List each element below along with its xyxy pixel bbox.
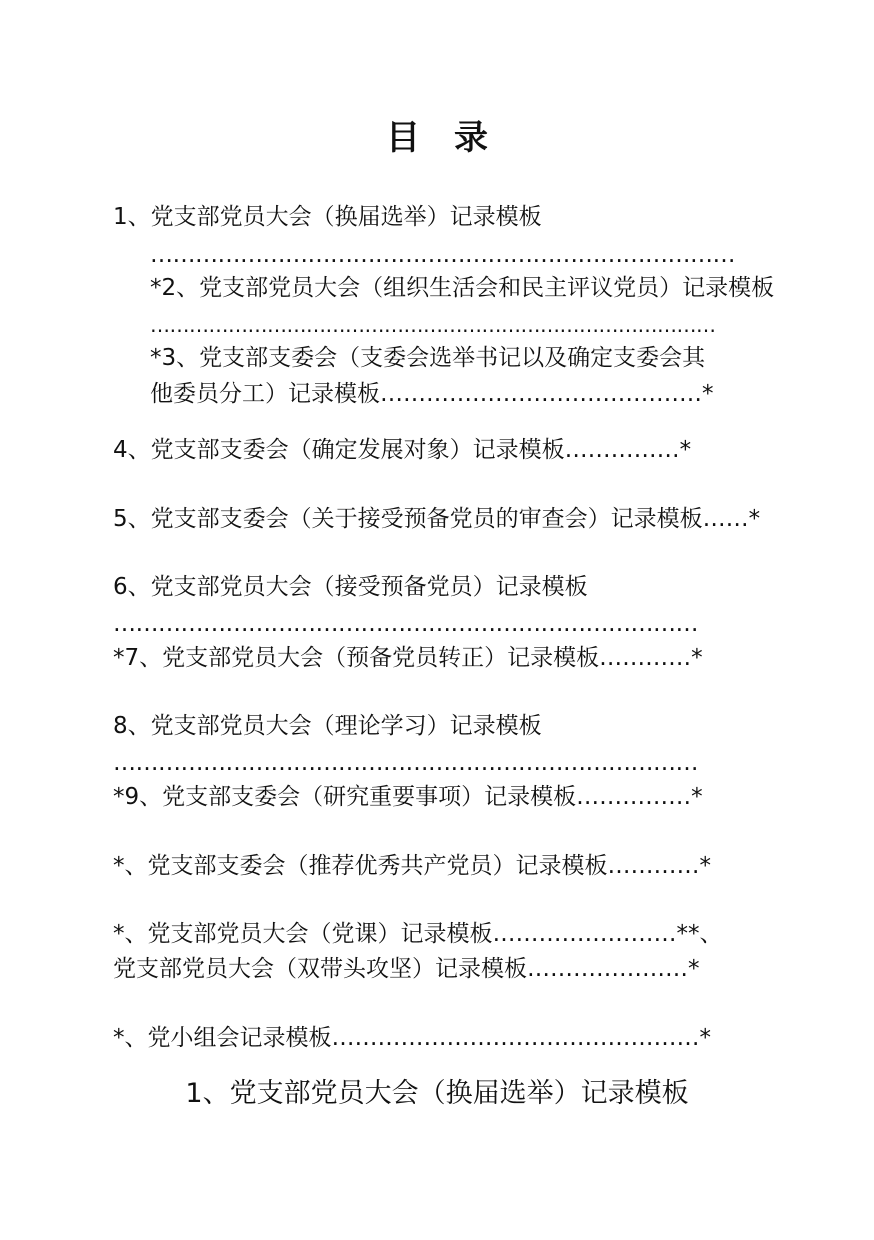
toc-leader-dots: …………………………………………………………………… [113, 750, 698, 776]
toc-leader-dots: …………………………………………………………………… [113, 611, 698, 637]
toc-entry-13: *、党小组会记录模板…………………………………………* [113, 1025, 711, 1051]
toc-entry-3: *3、党支部支委会（支委会选举书记以及确定支委会其 [150, 345, 706, 371]
toc-leader-dots: …………………………………………………………………………… [150, 313, 716, 337]
toc-entry-5: 5、党支部支委会（关于接受预备党员的审查会）记录模板……* [113, 506, 761, 532]
toc-entry-9: *9、党支部支委会（研究重要事项）记录模板……………* [113, 784, 703, 810]
toc-entry-10: *、党支部支委会（推荐优秀共产党员）记录模板…………* [113, 853, 711, 879]
toc-entry-11: *、党支部党员大会（党课）记录模板……………………**、 [113, 921, 723, 947]
toc-entry-2: *2、党支部党员大会（组织生活会和民主评议党员）记录模板 [150, 275, 775, 301]
section-heading: 1、党支部党员大会（换届选举）记录模板 [185, 1078, 689, 1109]
toc-entry-1: 1、党支部党员大会（换届选举）记录模板 [113, 204, 542, 230]
toc-entry-8: 8、党支部党员大会（理论学习）记录模板 [113, 713, 542, 739]
page-title: 目 录 [386, 118, 488, 158]
toc-entry-7: *7、党支部党员大会（预备党员转正）记录模板…………* [113, 645, 703, 671]
toc-entry-4: 4、党支部支委会（确定发展对象）记录模板……………* [113, 437, 692, 463]
toc-entry-12: 党支部党员大会（双带头攻坚）记录模板…………………* [113, 956, 700, 982]
toc-entry-3-continued: 他委员分工）记录模板……………………………………* [150, 381, 714, 407]
toc-entry-6: 6、党支部党员大会（接受预备党员）记录模板 [113, 574, 588, 600]
toc-leader-dots: …………………………………………………………………… [150, 242, 735, 268]
